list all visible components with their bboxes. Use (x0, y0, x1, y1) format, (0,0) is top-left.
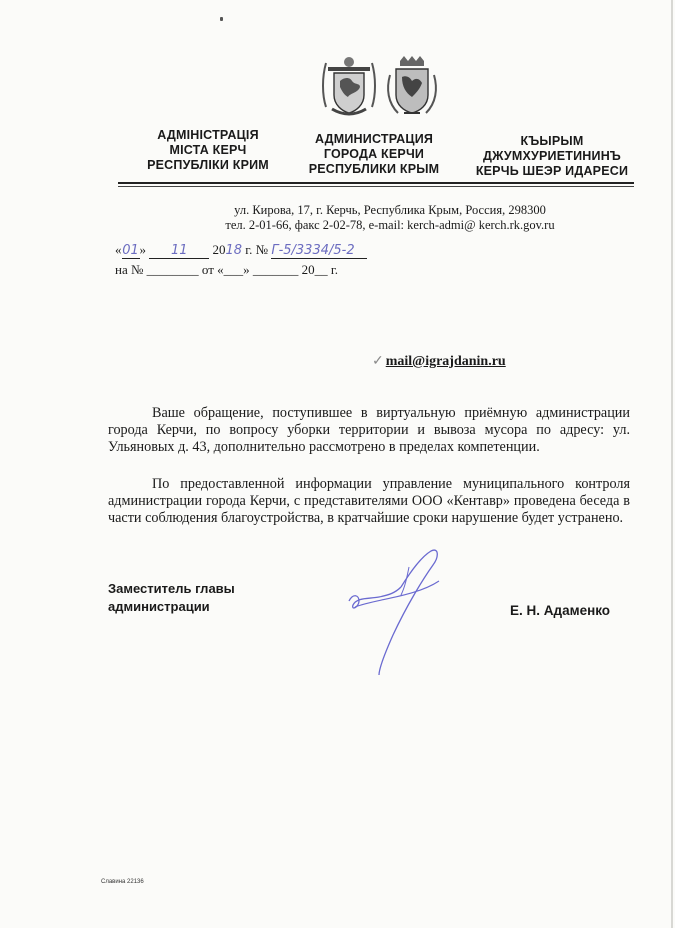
reg-year: 18 (225, 243, 243, 258)
outgoing-registration (115, 242, 367, 259)
address-line: ул. Кирова, 17, г. Керчь, Республика Крым, Россия, 298300 (234, 203, 546, 217)
header-crh-line: КЕРЧЬ ШЕЭР ИДАРЕСИ (475, 164, 629, 178)
header-crimean-tatar (462, 134, 642, 179)
body-paragraph-2 (108, 476, 630, 527)
reg-year-prefix: 20 (212, 242, 226, 257)
header-crh-line: КЪЫРЫМ (520, 134, 584, 148)
recipient-email-text: mail@igrajdanin.ru (385, 354, 506, 369)
paragraph-text: По предоставленной информации управление муниципального контроля администрации города Керчи, с представителями ООО «Кентавр» проведена беседа в части соблюдения благоустройства, в кратчайшие сроки нарушение будет устранено. (108, 476, 630, 526)
header-ru-line: АДМИНИСТРАЦИЯ (314, 132, 434, 146)
signatory-title-line: Заместитель главы (108, 581, 235, 596)
crimea-coat-of-arms-icon (320, 55, 378, 119)
reg-day: 01 (122, 243, 139, 258)
recipient-email (372, 353, 506, 370)
handwritten-signature (335, 545, 485, 680)
reg-number: Г-5/3334/5-2 (271, 243, 367, 259)
header-crh-line: ДЖУМХУРИЕТИНИНЪ (482, 149, 621, 163)
quote-open: « (115, 242, 122, 257)
body-paragraph-1 (108, 405, 630, 456)
checkmark-icon: ✓ (372, 354, 384, 369)
contacts-line: тел. 2-01-66, факс 2-02-78, e-mail: kerch-admi@ kerch.rk.gov.ru (225, 218, 555, 232)
header-russian (294, 132, 454, 177)
quote-close: » (139, 242, 146, 257)
paragraph-text: Ваше обращение, поступившее в виртуальную приёмную администрации города Керчи, по вопросу уборки территории и вывоза мусора по адресу: ул. Ульяновых д. 43, дополнительно рассмотрено в пределах компетенции. (108, 405, 630, 455)
executor-note: Славина 22136 (101, 879, 144, 885)
page-edge (671, 0, 673, 928)
header-ru-line: ГОРОДА КЕРЧИ (323, 147, 425, 161)
scan-speck (220, 17, 223, 21)
header-ua-line: АДМІНІСТРАЦІЯ (157, 128, 259, 142)
header-rule (118, 182, 634, 184)
header-ua-line: МІСТА КЕРЧ (169, 143, 247, 157)
signatory-name: Е. Н. Адаменко (510, 603, 611, 618)
header-rule-thin (118, 186, 634, 187)
signatory-title (108, 580, 235, 616)
kerch-coat-of-arms-icon (384, 55, 440, 119)
header-ru-line: РЕСПУБЛИКИ КРЫМ (308, 162, 440, 176)
header-ua-line: РЕСПУБЛІКИ КРИМ (147, 158, 269, 172)
header-ukrainian (128, 128, 288, 173)
reg-month: 11 (149, 243, 209, 259)
reg-number-label: г. № (242, 242, 269, 257)
signatory-title-line: администрации (108, 599, 210, 614)
incoming-reference: на № ________ от «___» _______ 20__ г. (115, 262, 339, 277)
